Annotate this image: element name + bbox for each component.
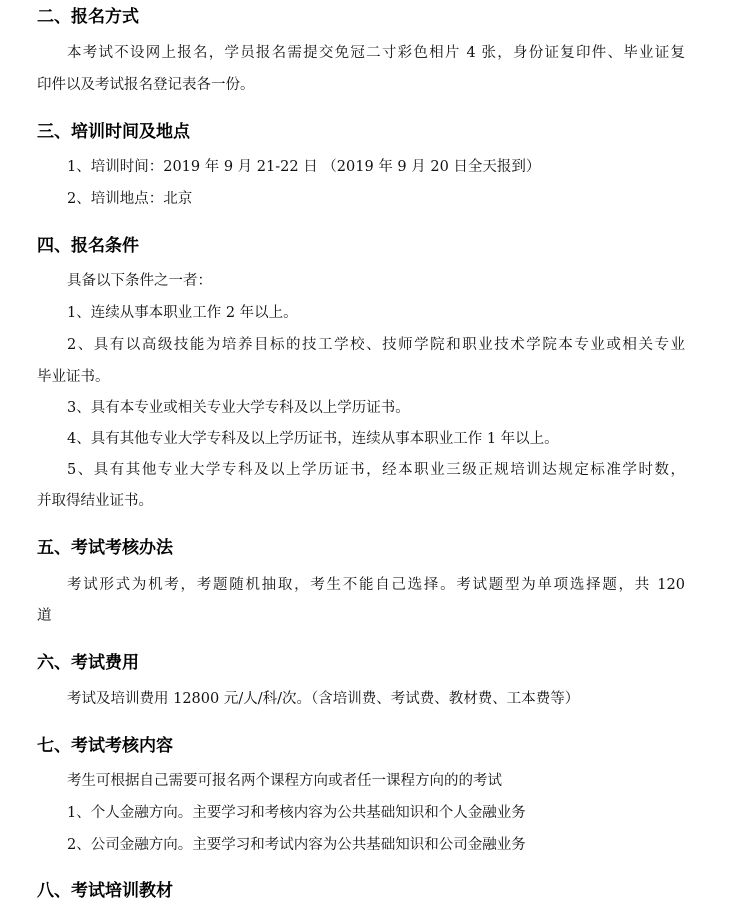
exam-fees-text: 考试及培训费用 12800 元/人/科/次。（含培训费、考试费、教材费、工本费等） — [67, 691, 580, 707]
section-heading-exam-content: 七、考试考核内容 — [37, 736, 173, 756]
section-heading-requirements: 四、报名条件 — [37, 236, 139, 256]
section-heading-exam-fees: 六、考试费用 — [37, 653, 139, 673]
registration-method-line-2: 印件以及考试报名登记表各一份。 — [37, 77, 255, 93]
exam-content-intro: 考生可根据自己需要可报名两个课程方向或者任一课程方向的的考试 — [67, 773, 502, 789]
requirement-item-1: 1、连续从事本职业工作 2 年以上。 — [67, 305, 298, 321]
requirements-intro: 具备以下条件之一者： — [67, 273, 212, 289]
exam-method-line-2: 道 — [37, 608, 52, 624]
training-place-item: 2、培训地点：北京 — [67, 191, 193, 207]
section-heading-registration-method: 二、报名方式 — [37, 7, 139, 27]
requirement-item-4: 4、具有其他专业大学专科及以上学历证书，连续从事本职业工作 1 年以上。 — [67, 431, 559, 447]
requirement-item-5-line-1: 5、具有其他专业大学专科及以上学历证书，经本职业三级正规培训达规定标准学时数， — [67, 462, 685, 478]
exam-method-line-1: 考试形式为机考，考题随机抽取，考生不能自己选择。考试题型为单项选择题，共 120 — [67, 577, 685, 593]
training-time-item: 1、培训时间：2019 年 9 月 21-22 日 （2019 年 9 月 20 日全天报到） — [67, 159, 541, 175]
registration-method-line-1: 本考试不设网上报名，学员报名需提交免冠二寸彩色相片 4 张，身份证复印件、毕业证复 — [67, 45, 685, 61]
requirement-item-3: 3、具有本专业或相关专业大学专科及以上学历证书。 — [67, 400, 410, 416]
section-heading-textbooks: 八、考试培训教材 — [37, 881, 173, 901]
exam-content-item-2: 2、公司金融方向。主要学习和考试内容为公共基础知识和公司金融业务 — [67, 837, 526, 853]
section-heading-training-time-place: 三、培训时间及地点 — [37, 122, 190, 142]
section-heading-exam-method: 五、考试考核办法 — [37, 538, 173, 558]
requirement-item-2-line-2: 毕业证书。 — [37, 369, 110, 385]
requirement-item-5-line-2: 并取得结业证书。 — [37, 493, 153, 509]
exam-content-item-1: 1、个人金融方向。主要学习和考核内容为公共基础知识和个人金融业务 — [67, 805, 526, 821]
requirement-item-2-line-1: 2、具有以高级技能为培养目标的技工学校、技师学院和职业技术学院本专业或相关专业 — [67, 337, 685, 353]
